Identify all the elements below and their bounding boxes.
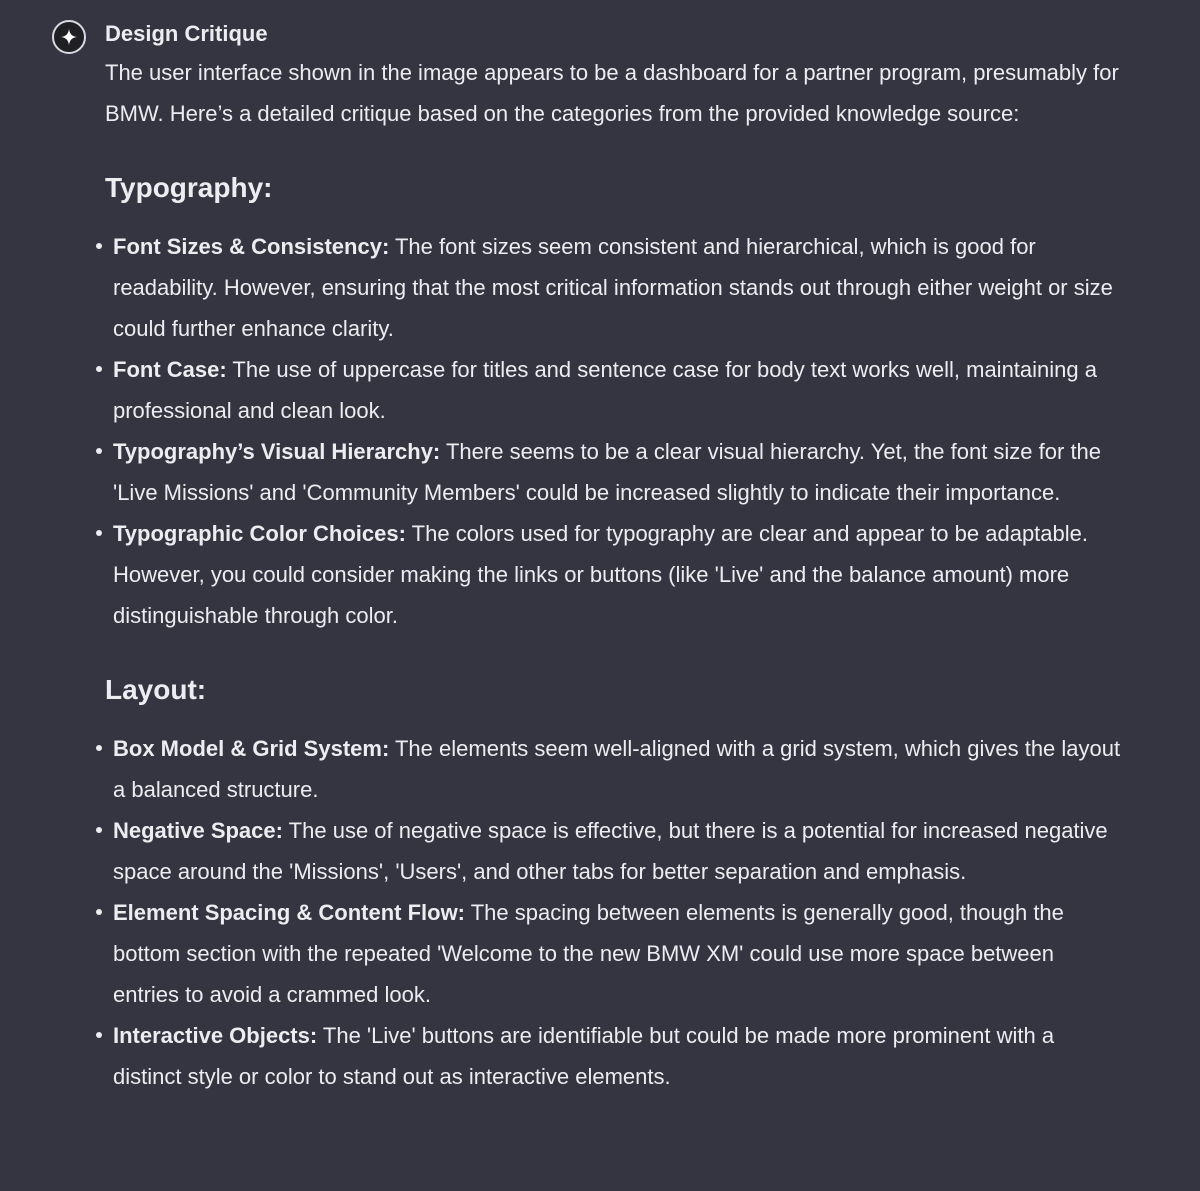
item-term: Negative Space: (113, 818, 283, 843)
item-text: The font sizes seem consistent and hierarchical, which is good for readability. However, ensuring that the most critical information stands out through either weight or size could further enhance clarity. (113, 234, 1113, 341)
author-name: Design Critique (105, 21, 268, 46)
list-item (105, 431, 1125, 513)
item-text: There seems to be a clear visual hierarchy. Yet, the font size for the 'Live Missions' and 'Community Members' could be increased slightly to indicate their importance. (113, 439, 1102, 505)
list-item (105, 892, 1125, 1015)
list-item (105, 349, 1125, 431)
message-content (105, 52, 1125, 1097)
item-text: The spacing between elements is generally good, though the bottom section with the repeated 'Welcome to the new BMW XM' could use more space between entries to avoid a crammed look. (113, 900, 1064, 1007)
item-text: The use of negative space is effective, but there is a potential for increased negative space around the 'Missions', 'Users', and other tabs for better separation and emphasis. (113, 818, 1108, 884)
item-term: Interactive Objects: (113, 1023, 318, 1048)
sparkle-icon (60, 28, 78, 46)
section-heading-typography: Typography: (105, 172, 273, 203)
list-item (105, 513, 1125, 636)
intro-paragraph: The user interface shown in the image appears to be a dashboard for a partner program, presumably for BMW. Here’s a detailed critique based on the categories from the provided knowledge source: (105, 60, 1119, 126)
list-item (105, 810, 1125, 892)
typography-list (105, 226, 1125, 636)
item-term: Font Case: (113, 357, 227, 382)
item-text: The colors used for typography are clear and appear to be adaptable. However, you could consider making the links or buttons (like 'Live' and the balance amount) more distinguishable through color. (113, 521, 1088, 628)
layout-list (105, 728, 1125, 1097)
item-text: The use of uppercase for titles and sentence case for body text works well, maintaining a professional and clean look. (113, 357, 1097, 423)
list-item (105, 728, 1125, 810)
item-text: The elements seem well-aligned with a grid system, which gives the layout a balanced structure. (113, 736, 1121, 802)
item-term: Font Sizes & Consistency: (113, 234, 390, 259)
item-text: The 'Live' buttons are identifiable but could be made more prominent with a distinct style or color to stand out as interactive elements. (113, 1023, 1055, 1089)
section-heading-layout: Layout: (105, 674, 207, 705)
item-term: Box Model & Grid System: (113, 736, 390, 761)
item-term: Typographic Color Choices: (113, 521, 406, 546)
item-term: Element Spacing & Content Flow: (113, 900, 466, 925)
assistant-avatar (52, 20, 86, 54)
list-item (105, 1015, 1125, 1097)
item-term: Typography’s Visual Hierarchy: (113, 439, 441, 464)
list-item (105, 226, 1125, 349)
